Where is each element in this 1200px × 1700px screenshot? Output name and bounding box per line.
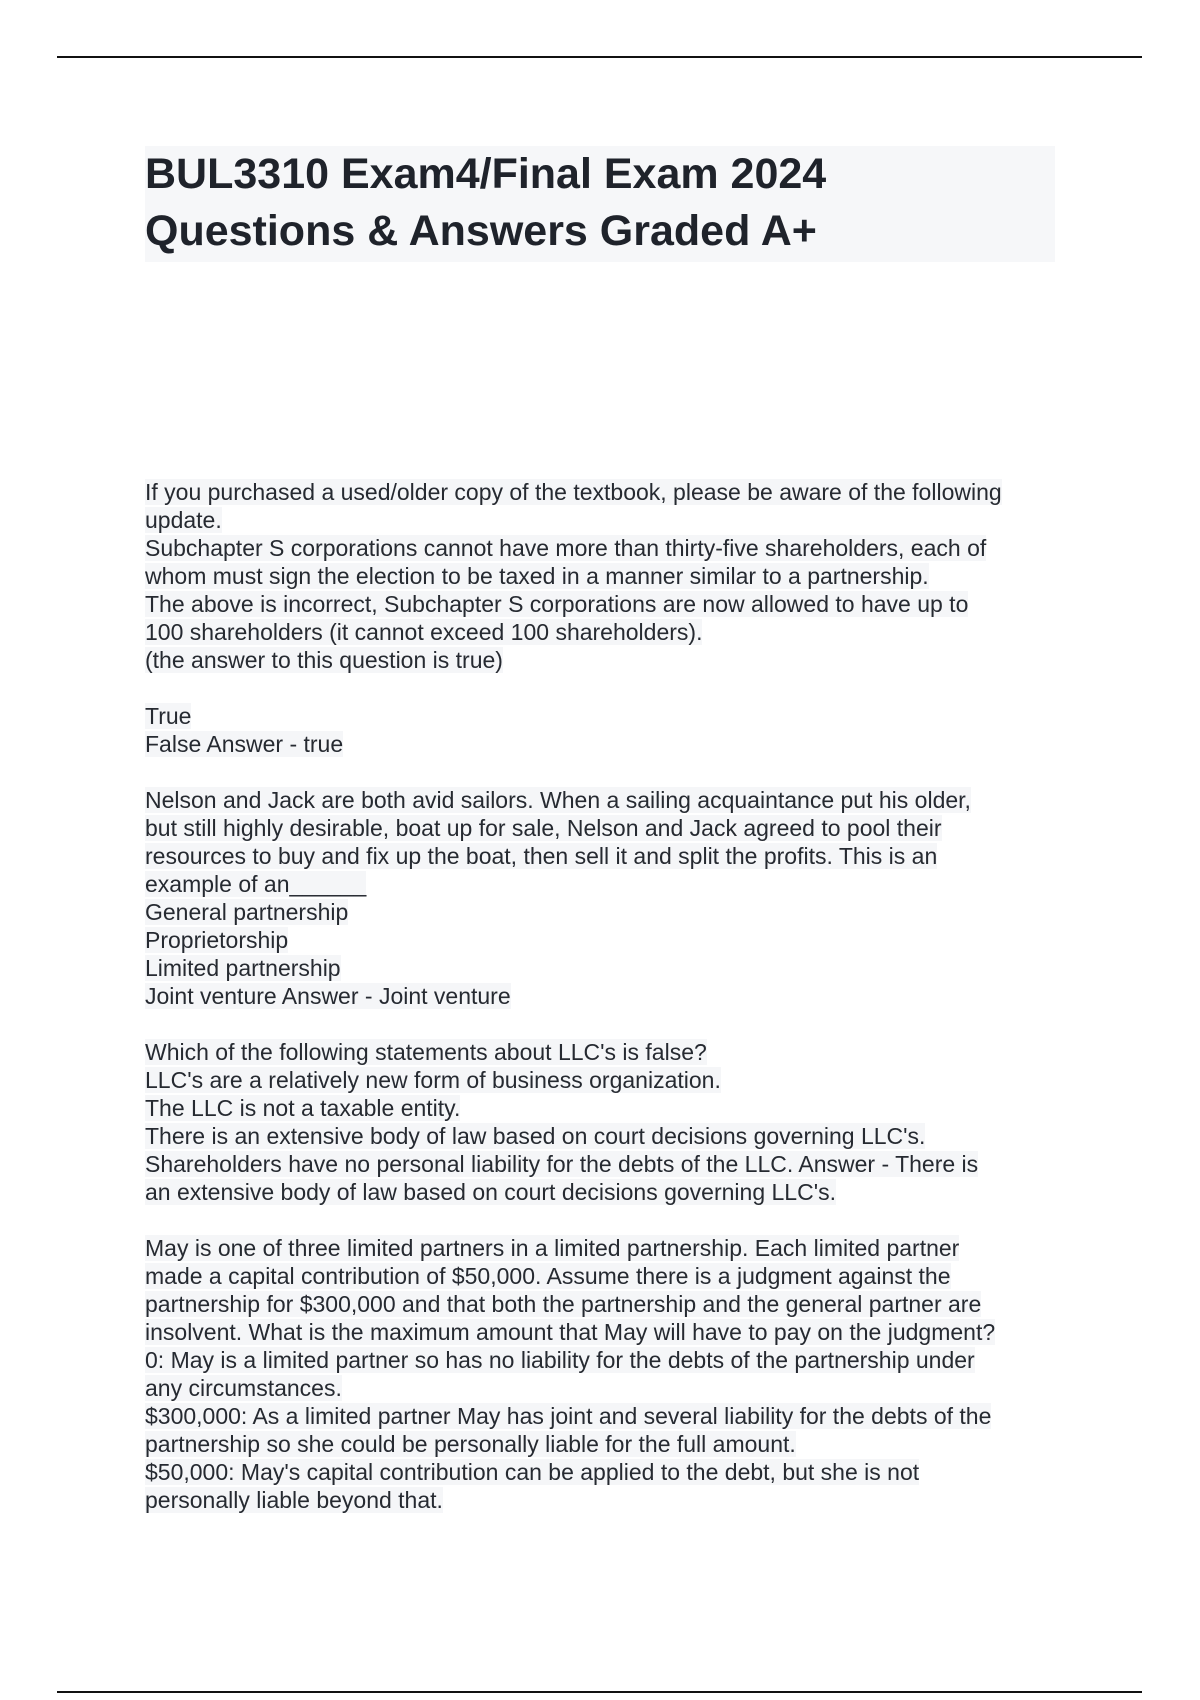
text-line <box>145 1150 1055 1178</box>
text-line-content: Shareholders have no personal liability for the debts of the LLC. Answer - There is <box>145 1151 979 1177</box>
text-line <box>145 506 1055 534</box>
text-line <box>145 898 1055 926</box>
text-line-content: The LLC is not a taxable entity. <box>145 1095 461 1121</box>
text-line-content: 0: May is a limited partner so has no liability for the debts of the partnership under <box>145 1347 975 1373</box>
text-line-content: made a capital contribution of $50,000. Assume there is a judgment against the <box>145 1263 951 1289</box>
text-line <box>145 954 1055 982</box>
text-line-content: personally liable beyond that. <box>145 1487 443 1513</box>
text-line-content: Nelson and Jack are both avid sailors. When a sailing acquaintance put his older, <box>145 787 971 813</box>
text-line <box>145 814 1055 842</box>
text-line <box>145 1066 1055 1094</box>
text-line-content: LLC's are a relatively new form of business organization. <box>145 1067 721 1093</box>
text-line-content: but still highly desirable, boat up for sale, Nelson and Jack agreed to pool their <box>145 815 942 841</box>
qa-block <box>145 1234 1055 1514</box>
text-line-content: Proprietorship <box>145 927 289 953</box>
qa-block <box>145 1038 1055 1206</box>
text-line <box>145 1262 1055 1290</box>
text-line-content: Which of the following statements about LLC's is false? <box>145 1039 707 1065</box>
text-line-content: partnership so she could be personally liable for the full amount. <box>145 1431 796 1457</box>
document-title <box>145 146 1055 262</box>
text-line <box>145 478 1055 506</box>
text-line-content: $300,000: As a limited partner May has joint and several liability for the debts of the <box>145 1403 992 1429</box>
text-line-content: Joint venture Answer - Joint venture <box>145 983 511 1009</box>
text-line-content: 100 shareholders (it cannot exceed 100 shareholders). <box>145 619 703 645</box>
text-line-content: If you purchased a used/older copy of the textbook, please be aware of the following <box>145 479 1002 505</box>
text-line-content: update. <box>145 507 222 533</box>
qa-block <box>145 702 1055 758</box>
text-line <box>145 646 1055 674</box>
text-line <box>145 1290 1055 1318</box>
document-body <box>145 478 1055 1542</box>
text-line <box>145 1122 1055 1150</box>
qa-block <box>145 478 1055 674</box>
text-line-content: The above is incorrect, Subchapter S corporations are now allowed to have up to <box>145 591 969 617</box>
text-line <box>145 982 1055 1010</box>
text-line <box>145 1234 1055 1262</box>
text-line <box>145 870 1055 898</box>
top-rule <box>57 56 1142 58</box>
text-line <box>145 926 1055 954</box>
text-line <box>145 1346 1055 1374</box>
text-line <box>145 842 1055 870</box>
text-line-content: May is one of three limited partners in a limited partnership. Each limited partner <box>145 1235 960 1261</box>
text-line-content: There is an extensive body of law based on court decisions governing LLC's. <box>145 1123 926 1149</box>
text-line-content: whom must sign the election to be taxed in a manner similar to a partnership. <box>145 563 929 589</box>
text-line <box>145 1374 1055 1402</box>
title-line-1: BUL3310 Exam4/Final Exam 2024 <box>145 150 827 198</box>
text-line <box>145 1318 1055 1346</box>
text-line-content: any circumstances. <box>145 1375 342 1401</box>
text-line <box>145 702 1055 730</box>
text-line-content: example of an______ <box>145 871 367 897</box>
text-line-content: General partnership <box>145 899 349 925</box>
text-line <box>145 562 1055 590</box>
text-line <box>145 1486 1055 1514</box>
text-line-content: Subchapter S corporations cannot have more than thirty-five shareholders, each of <box>145 535 987 561</box>
text-line <box>145 1178 1055 1206</box>
text-line <box>145 618 1055 646</box>
text-line-content: (the answer to this question is true) <box>145 647 503 673</box>
bottom-rule <box>57 1691 1142 1693</box>
text-line-content: False Answer - true <box>145 731 344 757</box>
text-line-content: resources to buy and fix up the boat, then sell it and split the profits. This is an <box>145 843 938 869</box>
text-line-content: partnership for $300,000 and that both the partnership and the general partner are <box>145 1291 982 1317</box>
text-line <box>145 1094 1055 1122</box>
text-line-content: Limited partnership <box>145 955 341 981</box>
text-line <box>145 1402 1055 1430</box>
text-line <box>145 1038 1055 1066</box>
text-line-content: insolvent. What is the maximum amount that May will have to pay on the judgment? <box>145 1319 996 1345</box>
text-line <box>145 1430 1055 1458</box>
text-line <box>145 786 1055 814</box>
text-line-content: $50,000: May's capital contribution can be applied to the debt, but she is not <box>145 1459 920 1485</box>
text-line-content: True <box>145 703 192 729</box>
qa-block <box>145 786 1055 1010</box>
text-line <box>145 590 1055 618</box>
text-line <box>145 730 1055 758</box>
text-line <box>145 1458 1055 1486</box>
text-line <box>145 534 1055 562</box>
text-line-content: an extensive body of law based on court decisions governing LLC's. <box>145 1179 836 1205</box>
title-line-2: Questions & Answers Graded A+ <box>145 207 817 255</box>
